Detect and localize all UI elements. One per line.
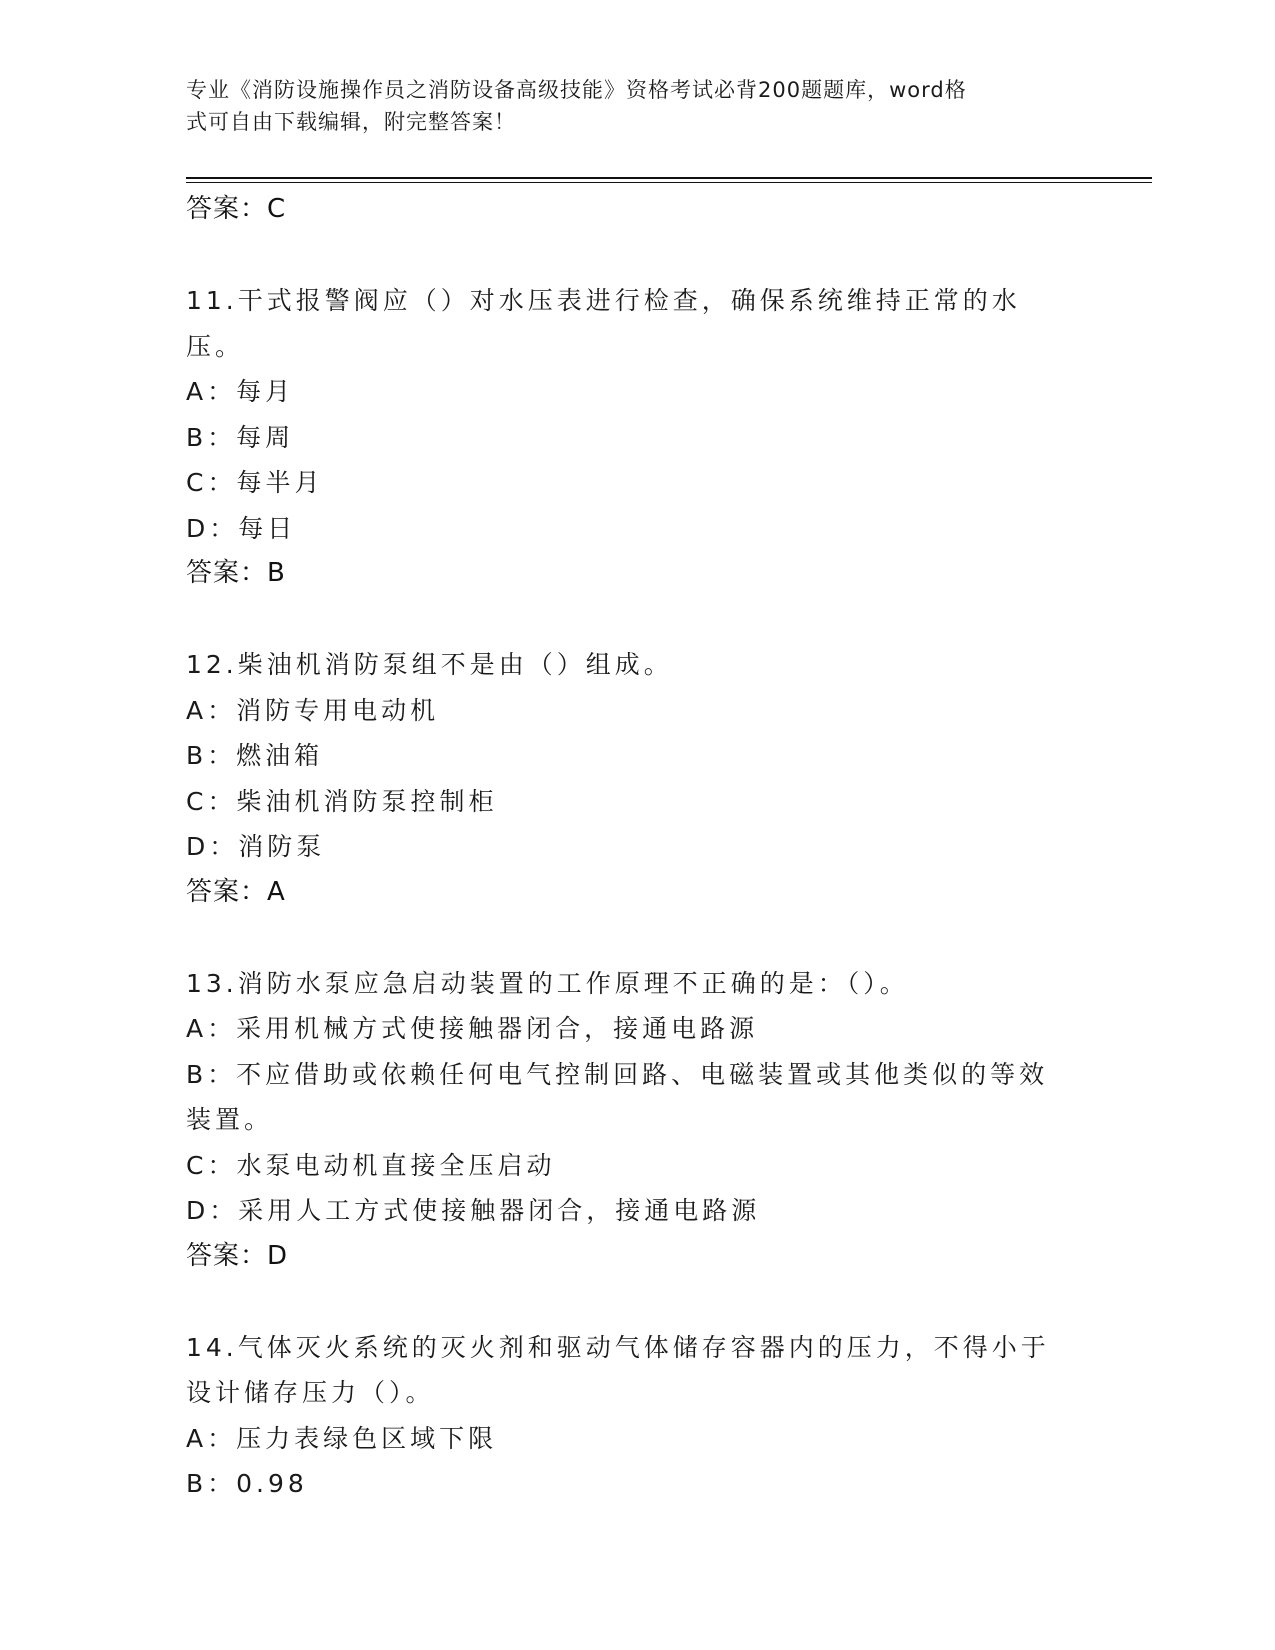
option-b: B：每周 (186, 422, 295, 452)
spacer (186, 915, 1066, 961)
question-block (186, 642, 1066, 915)
option-b: B：不应借助或依赖任何电气控制回路、电磁装置或其他类似的等效装置。 (186, 1059, 1049, 1134)
answer-line: 答案：D (186, 1240, 289, 1271)
option-d: D：采用人工方式使接触器闭合，接通电路源 (186, 1196, 761, 1225)
header-line-2: 式可自由下载编辑，附完整答案！ (186, 110, 516, 134)
question-text: 13.消防水泵应急启动装置的工作原理不正确的是：（）。 (186, 968, 909, 998)
document-header (186, 74, 1066, 138)
option-a: A：采用机械方式使接触器闭合，接通电路源 (186, 1014, 759, 1043)
option-a: A：每月 (186, 377, 295, 406)
header-divider-thick (186, 177, 1152, 179)
question-block (186, 1325, 1066, 1507)
answer-line: 答案：C (186, 194, 287, 224)
spacer (186, 597, 1066, 643)
question-list (186, 187, 1066, 1507)
option-d: D：消防泵 (186, 832, 326, 861)
option-c: C：水泵电动机直接全压启动 (186, 1150, 556, 1180)
option-b: B：0.98 (186, 1469, 308, 1498)
option-c: C：每半月 (186, 468, 324, 497)
question-text: 12.柴油机消防泵组不是由（）组成。 (186, 650, 673, 679)
option-c: C：柴油机消防泵控制柜 (186, 786, 498, 816)
option-d: D：每日 (186, 513, 297, 543)
question-block (186, 961, 1066, 1280)
answer-line: 答案：B (186, 558, 286, 588)
option-a: A：消防专用电动机 (186, 695, 440, 725)
answer-line: 答案：A (186, 876, 286, 907)
header-line-1: 专业《消防设施操作员之消防设备高级技能》资格考试必背200题题库，word格 (186, 78, 967, 102)
spacer (186, 1279, 1066, 1325)
question-text: 11.干式报警阀应（）对水压表进行检查，确保系统维持正常的水压。 (186, 286, 1021, 361)
question-block (186, 278, 1066, 597)
option-b: B：燃油箱 (186, 741, 324, 770)
option-a: A：压力表绿色区域下限 (186, 1423, 498, 1453)
spacer (186, 233, 1066, 279)
header-divider-thin (186, 182, 1152, 183)
question-text: 14.气体灭火系统的灭火剂和驱动气体储存容器内的压力，不得小于设计储存压力（）。 (186, 1332, 1050, 1407)
